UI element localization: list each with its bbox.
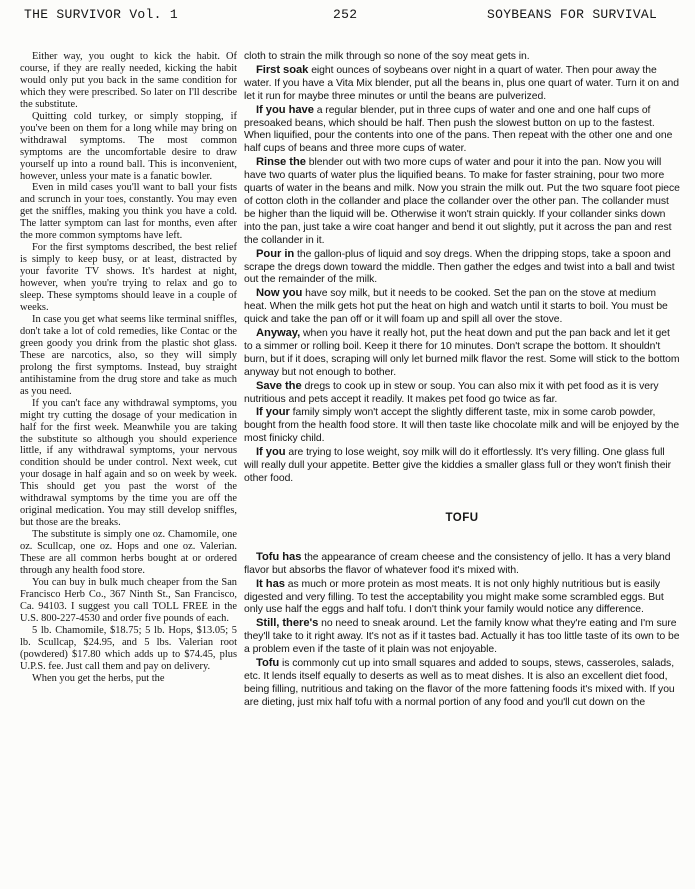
paragraph: [244, 617, 680, 657]
paragraph: For the first symptoms described, the best relief is simply to keep busy, or at least, distracted by your favorite TV shows. It's hardest at night, however, when you're trying to relax and go to sleep. These symptoms should leave in a couple of weeks.: [20, 242, 237, 314]
lead-in: Still, there's: [256, 617, 319, 630]
paragraph: Quitting cold turkey, or simply stopping, if you've been on them for a long while may bring on withdrawal symptoms. The most common symptoms are the uncomfortable desire to draw yourself up into a round ball. This is inconvenient, however, unless your mate is a fanatic bowler.: [20, 110, 237, 182]
paragraph: Even in mild cases you'll want to ball your fists and scrunch in your toes, constantly. You may even get the sniffles, making you think you have a cold. The latter symptom can last for months, even after the more common symptoms have left.: [20, 182, 237, 242]
paragraph: [244, 104, 680, 157]
paragraph: [244, 287, 680, 327]
paragraph: [244, 578, 680, 618]
page-number: 252: [333, 7, 358, 22]
paragraph-text: have soy milk, but it needs to be cooked. Set the pan on the stove at medium heat. When the milk gets hot put the heat on high and watch until it starts to boil. You must be quick and take the pan off or it will foam up and spill all over the stove.: [244, 288, 668, 326]
left-column: [20, 51, 237, 886]
paragraph-text: no need to sneak around. Let the family know what they're eating and I'm sure they'll take to it right away. It's not as if it tastes bad. Actually it has too little taste of its own to be a problem even if the taste of it plain was not enjoyable.: [244, 618, 680, 656]
paragraph-text: the gallon-plus of liquid and soy dregs. When the dripping stops, take a spoon and scrape the dregs down toward the middle. Then gather the edges and twist into a ball and twist out the remainder of the milk.: [244, 248, 675, 286]
paragraph: [244, 380, 680, 407]
paragraph: The substitute is simply one oz. Chamomile, one oz. Scullcap, one oz. Hops and one oz. Valerian. These are all common herbs bought at or ordered through any health food store.: [20, 529, 237, 576]
lead-in: It has: [256, 577, 285, 590]
running-title: THE SURVIVOR Vol. 1: [24, 7, 178, 22]
section-heading: TOFU: [445, 511, 479, 524]
paragraph-text: eight ounces of soybeans over night in a quart of water. Then pour away the water. If you have a Vita Mix blender, put all the beans in, plus one quart of water. Turn it on and let it run for maybe three minutes or until the beans are pulverized.: [244, 64, 679, 102]
paragraph: [244, 446, 680, 486]
paragraph: If you can't face any withdrawal symptoms, you might try cutting the dosage of your medication in half for the first week. Meanwhile you are taking the substitute so although you should experience little, if any withdrawal symptoms, your nervous condition should be under control. Next week, cut your dosage in half again and so on week by week. This should get you past the worst of the withdrawal symptoms by the time you are off the original medication. You may still develop sniffles, but those are the breaks.: [20, 397, 237, 529]
page-header: [0, 0, 695, 30]
paragraph-text: blender out with two more cups of water and pour it into the pan. Now you will have two quarts of water plus the liquified beans. To make for faster straining, pour two more quarts of water in the beans and milk. Now you strain the milk out. Put the two square foot piece of cotton cloth in the collander and place the collander over the other pan. The collander must be higher than the liquid will be. Otherwise it won't strain quickly. If your collander sinks down into the pan, just take a wire coat hanger and bend it out slightly, put it across the pan and rest the collander in it.: [244, 157, 680, 246]
paragraph-text: a regular blender, put in three cups of water and one and one half cups of presoaked beans, which should be half. Then push the slowest button on up to the fastest. When liquified, pour the contents into one of the pans. Then repeat with the other one and one half cups of beans and three more cups of water.: [244, 104, 673, 155]
lead-in: First soak: [256, 63, 309, 76]
continued-paragraph: cloth to strain the milk through so none of the soy meat gets in.: [244, 51, 530, 62]
lead-in: Tofu has: [256, 550, 302, 563]
paragraph: [244, 657, 680, 710]
paragraph: [244, 64, 680, 104]
paragraph: [244, 327, 680, 380]
paragraph-text: dregs to cook up in stew or soup. You can also mix it with pet food as it is very nutritious and pets accept it readily. It makes pet food go twice as far.: [244, 380, 659, 405]
paragraph: In case you get what seems like terminal sniffles, don't take a lot of cold remedies, like Contac or the green goody you drink from the plastic shot glass. These are narcotics, also, so they will simply prolong the first symptoms. Instead, buy straight antihistamine from the drug store and take as much as you need.: [20, 313, 237, 397]
chapter-title: SOYBEANS FOR SURVIVAL: [487, 7, 658, 22]
paragraph: You can buy in bulk much cheaper from the San Francisco Herb Co., 367 Ninth St., San Francisco, Ca. 94103. I suggest you call TOLL FREE in the U.S. 800-227-4530 and order five pounds of each.: [20, 576, 237, 624]
paragraph: [244, 406, 680, 446]
paragraph: Either way, you ought to kick the habit. Of course, if they are really needed, kicking the habit would only put you back in the same condition for which they were prescribed. So later on I'll describe the substitute.: [20, 51, 237, 110]
paragraph-text: as much or more protein as most meats. It is not only highly nutritious but is easily digested and very filling. To test the acceptability you might make some scrambled eggs. But only use half the eggs and half tofu. I don't think your family would notice any difference.: [244, 578, 664, 616]
paragraph-text: are trying to lose weight, soy milk will do it effortlessly. It's very filling. One glass full will really dull your appetite. Better give the kiddies a smaller glass full or they won't finish their other food.: [244, 447, 672, 484]
paragraph: [244, 551, 680, 578]
paragraph-text: is commonly cut up into small squares and added to soups, stews, casseroles, salads, etc. It lends itself equally to deserts as well as to meat dishes. It is also an excellent diet food, being filling, nutritious and taking on the flavor of the more fattening foods it's mixed with. If you are dieting, just mix half tofu with a normal portion of any food and you'll cut down on the: [244, 658, 675, 708]
lead-in: If you: [256, 446, 286, 459]
lead-in: Anyway,: [256, 327, 301, 340]
lead-in: If you have: [256, 103, 314, 116]
paragraph: [244, 156, 680, 247]
paragraph: [244, 248, 680, 288]
paragraph: 5 lb. Chamomile, $18.75; 5 lb. Hops, $13.05; 5 lb. Scullcap, $24.95, and 5 lbs. Valerian root (powdered) $17.80 which adds up to $74.45, plus U.P.S. fee. Just call them and pay on delivery.: [20, 624, 237, 672]
lead-in: Rinse the: [256, 156, 306, 169]
paragraph-text: the appearance of cream cheese and the consistency of jello. It has a very bland flavor but absorbs the flavor of whatever food it's mixed with.: [244, 551, 671, 576]
paragraph-text: when you have it really hot, put the heat down and put the pan back and let it get to a simmer or rolling boil. Keep it there for 10 minutes. Don't scrape the bottom. It shouldn't burn, but if it does, scraping will only let burned milk flavor the rest. Some will stick to the bottom anyway but not enough to bother.: [244, 328, 680, 378]
lead-in: Now you: [256, 287, 303, 300]
paragraph-text: family simply won't accept the slightly different taste, mix in some carob powder, bought from the health food store. It will then taste like chocolate milk and will be enjoyed by the most finicky child.: [244, 407, 680, 445]
right-column: [244, 51, 680, 886]
lead-in: If your: [256, 406, 290, 419]
lead-in: Tofu: [256, 657, 280, 670]
paragraph: When you get the herbs, put the: [32, 672, 165, 684]
lead-in: Pour in: [256, 247, 295, 260]
lead-in: Save the: [256, 379, 302, 392]
